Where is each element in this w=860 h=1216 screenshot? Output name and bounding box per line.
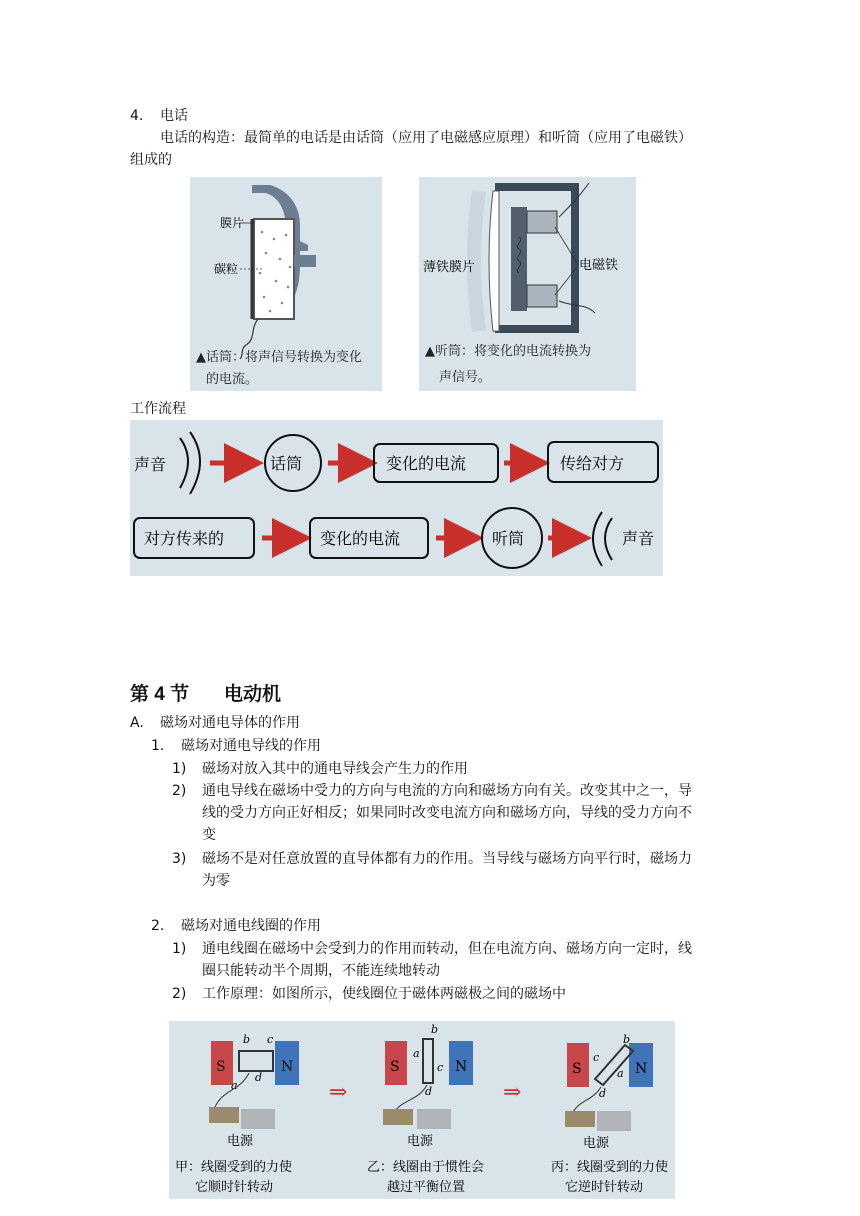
p3-caption-2: 它逆时针转动 bbox=[565, 1180, 644, 1195]
p2-source: 电源 bbox=[407, 1134, 434, 1149]
pole-s-3-label: S bbox=[572, 1061, 582, 1077]
outline-1-marker: 1. bbox=[151, 738, 165, 754]
outline-1-2-line3: 变 bbox=[202, 827, 216, 843]
workflow-figure bbox=[130, 420, 663, 576]
coil-2 bbox=[423, 1039, 433, 1083]
flow1-sound: 声音 bbox=[134, 455, 167, 474]
p1-caption-2: 它顺时针转动 bbox=[195, 1180, 274, 1195]
p1-letter-a: a bbox=[231, 1079, 238, 1092]
motor-diagram bbox=[169, 1021, 675, 1199]
outline-2-2-marker: 2) bbox=[172, 986, 187, 1002]
item-4-marker: 4. bbox=[130, 108, 144, 124]
workflow-diagram bbox=[130, 420, 663, 576]
outline-2-marker: 2. bbox=[151, 918, 165, 934]
coil-1 bbox=[239, 1051, 273, 1071]
label-carbon: 碳粒 bbox=[214, 262, 239, 276]
coil-bottom bbox=[527, 285, 557, 307]
label-membrane: 膜片 bbox=[220, 216, 245, 230]
outline-1-3-marker: 3) bbox=[172, 851, 187, 867]
p3-letter-b: b bbox=[623, 1033, 631, 1046]
flow2-incoming: 对方传来的 bbox=[144, 529, 225, 548]
p2-letter-c: c bbox=[437, 1061, 444, 1074]
p1-letter-b: b bbox=[243, 1033, 251, 1046]
p3-caption-1: 丙：线圈受到的力使 bbox=[551, 1160, 669, 1175]
magnet-core bbox=[511, 207, 527, 311]
label-electromagnet: 电磁铁 bbox=[579, 258, 619, 273]
outline-1-1-line1: 磁场对放入其中的通电导线会产生力的作用 bbox=[202, 761, 468, 777]
flow2-current: 变化的电流 bbox=[320, 529, 401, 548]
motor-panel-2 bbox=[367, 1023, 484, 1195]
pole-n-1-label: N bbox=[281, 1059, 294, 1075]
p2-letter-d: d bbox=[425, 1085, 433, 1098]
flow1-current: 变化的电流 bbox=[386, 454, 467, 473]
pole-s-1-label: S bbox=[216, 1059, 226, 1075]
outline-1-2-marker: 2) bbox=[172, 783, 187, 799]
p3-letter-d: d bbox=[599, 1087, 607, 1100]
flow1-mic: 话筒 bbox=[270, 454, 303, 473]
microphone-figure bbox=[190, 177, 382, 391]
item-4-title: 电话 bbox=[160, 108, 188, 124]
p2-caption-2: 越过平衡位置 bbox=[387, 1180, 466, 1195]
p3-letter-a: a bbox=[617, 1067, 624, 1080]
outline-1-1-marker: 1) bbox=[172, 761, 187, 777]
pole-n-3-label: N bbox=[635, 1061, 648, 1077]
p1-source: 电源 bbox=[227, 1134, 254, 1149]
p1-letter-c: c bbox=[267, 1033, 274, 1046]
outline-a-title: 磁场对通电导体的作用 bbox=[160, 715, 300, 731]
coil-3 bbox=[595, 1045, 633, 1085]
receiver-caption-line2: 声信号。 bbox=[439, 370, 492, 385]
outline-2-2-line1: 工作原理：如图所示，使线圈位于磁体两磁极之间的磁场中 bbox=[202, 986, 566, 1002]
iron-membrane bbox=[489, 191, 499, 331]
telephone-desc-line1: 电话的构造：最简单的电话是由话筒（应用了电磁感应原理）和听筒（应用了电磁铁） bbox=[160, 130, 692, 146]
mic-caption-line1: ▲话筒：将声信号转换为变化 bbox=[196, 350, 362, 365]
flow2-receiver: 听筒 bbox=[492, 529, 525, 548]
coil-top bbox=[527, 211, 557, 233]
mic-caption-line2: 的电流。 bbox=[206, 372, 259, 387]
flow2-sound: 声音 bbox=[622, 529, 655, 548]
p1-letter-d: d bbox=[255, 1071, 263, 1084]
receiver-figure bbox=[419, 177, 636, 391]
pole-n-2-label: N bbox=[455, 1059, 468, 1075]
motor-figure bbox=[169, 1021, 675, 1199]
label-iron-membrane: 薄铁膜片 bbox=[423, 260, 476, 275]
p2-letter-b: b bbox=[431, 1023, 439, 1036]
p2-caption-1: 乙：线圈由于惯性会 bbox=[367, 1160, 485, 1175]
motor-panel-1 bbox=[175, 1033, 299, 1195]
outline-a-marker: A. bbox=[130, 715, 144, 731]
contact-post bbox=[294, 255, 316, 267]
outline-1-2-line2: 线的受力方向正好相反；如果同时改变电流方向和磁场方向，导线的受力方向不 bbox=[202, 805, 692, 821]
receiver-casing bbox=[495, 183, 579, 333]
p2-letter-a: a bbox=[413, 1047, 420, 1060]
telephone-desc-line2: 组成的 bbox=[130, 152, 172, 168]
p1-caption-1: 甲：线圈受到的力使 bbox=[175, 1160, 293, 1175]
motor-panel-3 bbox=[551, 1033, 668, 1195]
arrow-2-3: ⇒ bbox=[503, 1080, 522, 1105]
outline-2-1-line2: 圈只能转动半个周期，不能连续地转动 bbox=[202, 963, 440, 979]
outline-2-1-line1: 通电线圈在磁场中会受到力的作用而转动，但在电流方向、磁场方向一定时，线 bbox=[202, 941, 692, 957]
outline-2-title: 磁场对通电线圈的作用 bbox=[181, 918, 321, 934]
pole-s-2-label: S bbox=[390, 1059, 400, 1075]
outline-1-3-line2: 为零 bbox=[202, 873, 230, 889]
p3-source: 电源 bbox=[583, 1136, 610, 1151]
receiver-caption-line1: ▲听筒：将变化的电流转换为 bbox=[425, 344, 591, 359]
flow1-send: 传给对方 bbox=[560, 454, 625, 473]
section-title: 电动机 bbox=[224, 684, 282, 705]
workflow-title: 工作流程 bbox=[130, 401, 186, 417]
p3-letter-c: c bbox=[593, 1051, 600, 1064]
outline-1-title: 磁场对通电导线的作用 bbox=[181, 738, 321, 754]
section-number: 第 4 节 bbox=[130, 684, 190, 705]
outline-1-3-line1: 磁场不是对任意放置的直导体都有力的作用。当导线与磁场方向平行时，磁场力 bbox=[202, 851, 692, 867]
outline-1-2-line1: 通电导线在磁场中受力的方向与电流的方向和磁场方向有关。改变其中之一，导 bbox=[202, 783, 692, 799]
outline-2-1-marker: 1) bbox=[172, 941, 187, 957]
arrow-1-2: ⇒ bbox=[329, 1080, 348, 1105]
